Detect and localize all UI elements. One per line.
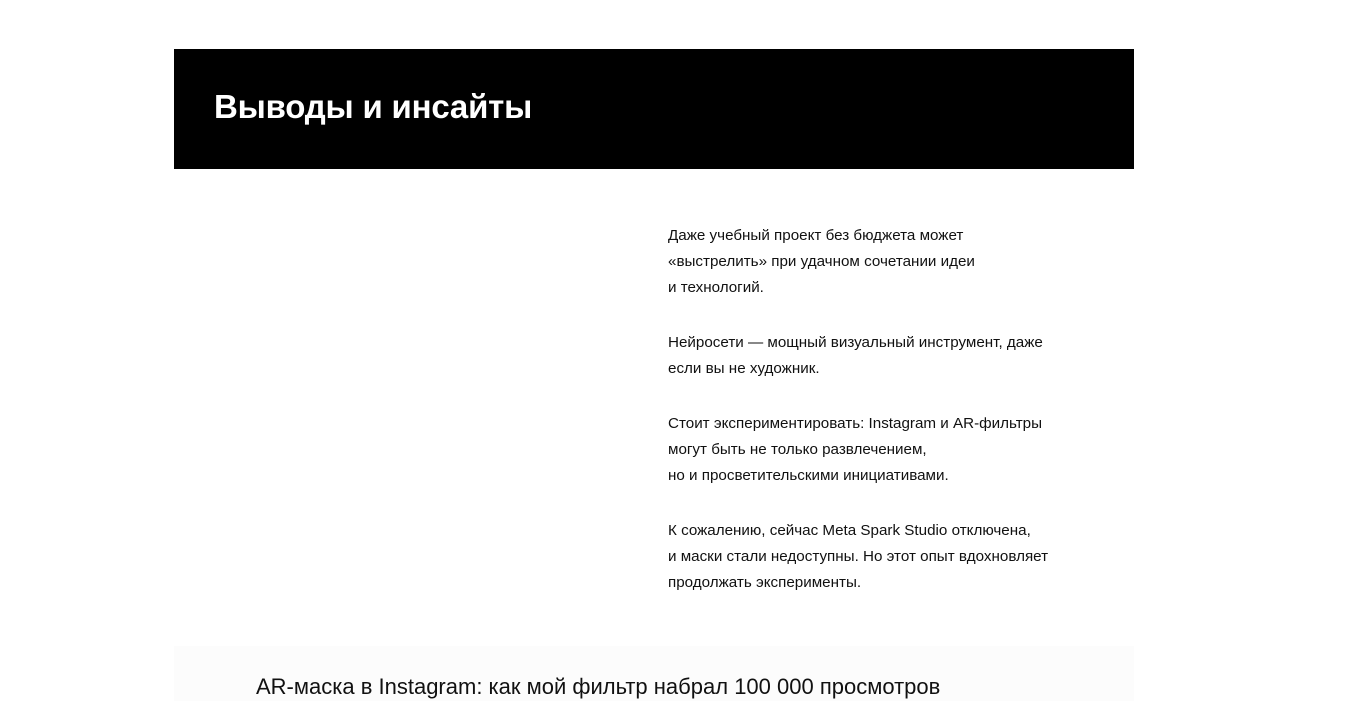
next-article-strip[interactable]: [174, 646, 1134, 701]
insight-line: «выстрелить» при удачном сочетании идеи: [668, 253, 975, 270]
insight-line: продолжать эксперименты.: [668, 574, 862, 591]
next-article-title[interactable]: AR-маска в Instagram: как мой фильтр набрал 100 000 просмотров: [256, 674, 941, 699]
insight-line: могут быть не только развлечением,: [668, 441, 927, 458]
insight-line: но и просветительскими инициативами.: [668, 467, 949, 484]
insight-paragraph: [668, 518, 1108, 596]
insight-paragraph: [668, 330, 1108, 382]
insight-line: если вы не художник.: [668, 360, 820, 377]
insight-line: К сожалению, сейчас Meta Spark Studio отключена,: [668, 522, 1031, 539]
insights-list: [668, 223, 1108, 625]
insight-line: Даже учебный проект без бюджета может: [668, 227, 964, 244]
section-banner: [174, 49, 1134, 169]
insight-line: и маски стали недоступны. Но этот опыт вдохновляет: [668, 548, 1049, 565]
insight-paragraph: [668, 411, 1108, 489]
insight-line: Стоит экспериментировать: Instagram и AR-фильтры: [668, 415, 1043, 432]
insight-line: и технологий.: [668, 279, 764, 296]
insight-line: Нейросети — мощный визуальный инструмент, даже: [668, 334, 1043, 351]
section-title: Выводы и инсайты: [214, 88, 533, 125]
insight-paragraph: [668, 223, 1108, 301]
